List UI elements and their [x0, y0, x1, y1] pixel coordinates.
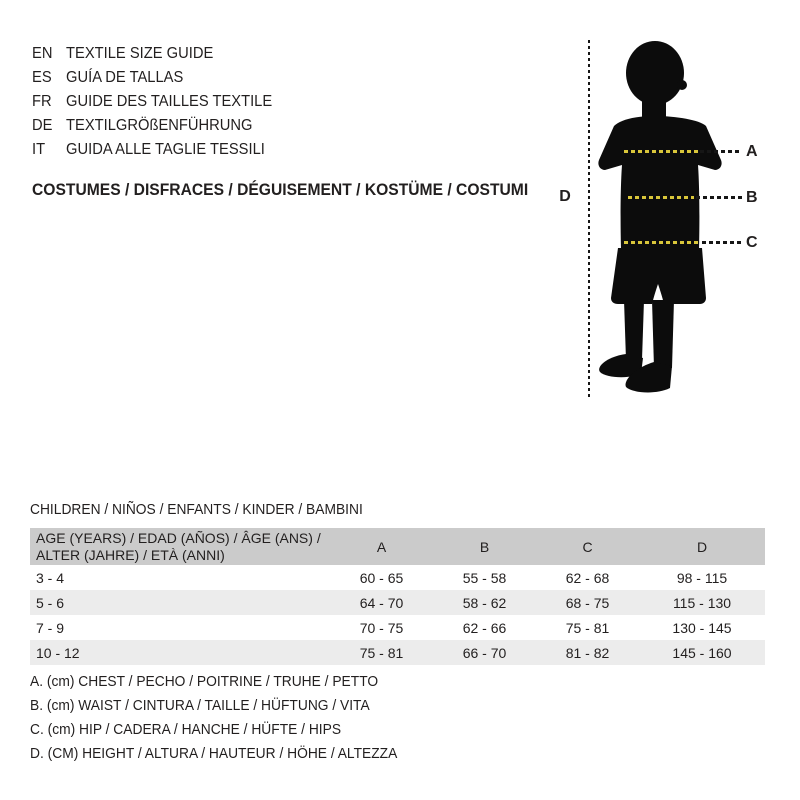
height-measure-label: D	[559, 188, 571, 205]
language-code: DE	[32, 117, 53, 134]
age-header-line2: ALTER (JAHRE) / ETÀ (ANNI)	[36, 546, 225, 563]
hip-cell: 75 - 81	[565, 619, 610, 636]
chest-cell: 64 - 70	[359, 594, 404, 611]
chest-measure-label: A	[746, 143, 758, 160]
height-cell: 130 - 145	[672, 619, 732, 636]
guide-title-fr: GUIDE DES TAILLES TEXTILE	[66, 93, 273, 110]
height-cell: 98 - 115	[676, 569, 728, 586]
size-table-title: CHILDREN / NIÑOS / ENFANTS / KINDER / BAMBINI	[30, 501, 363, 518]
guide-title-it: GUIDA ALLE TAGLIE TESSILI	[66, 141, 265, 158]
legend-waist: B. (cm) WAIST / CINTURA / TAILLE / HÜFTUNG / VITA	[30, 696, 370, 714]
hip-measure-label: C	[746, 234, 758, 251]
chest-cell: 75 - 81	[359, 644, 404, 661]
age-cell: 3 - 4	[36, 569, 65, 586]
language-row-de	[32, 114, 272, 138]
legend-chest: A. (cm) CHEST / PECHO / POITRINE / TRUHE / PETTO	[30, 672, 379, 690]
waist-dash-line-black	[696, 196, 742, 199]
table-header-row	[30, 528, 765, 565]
language-row-en	[32, 42, 272, 66]
language-code: ES	[32, 69, 52, 86]
waist-measure-label: B	[746, 189, 758, 206]
guide-title-es: GUÍA DE TALLAS	[66, 69, 184, 86]
language-code: IT	[32, 141, 46, 158]
age-column-header	[30, 528, 330, 565]
age-cell: 7 - 9	[36, 619, 65, 636]
language-code: FR	[32, 93, 52, 110]
column-header-d: D	[696, 538, 708, 555]
age-header-line1: AGE (YEARS) / EDAD (AÑOS) / ÂGE (ANS) /	[36, 529, 321, 546]
table-row	[30, 565, 765, 590]
chest-dash-line-black	[700, 150, 742, 153]
table-row	[30, 615, 765, 640]
column-header-a: A	[376, 538, 387, 555]
waist-cell: 58 - 62	[462, 594, 507, 611]
category-title: COSTUMES / DISFRACES / DÉGUISEMENT / KOSTÜME / COSTUMI	[32, 180, 529, 199]
table-row	[30, 640, 765, 665]
waist-dash-line-yellow	[628, 196, 694, 199]
age-cell: 5 - 6	[36, 594, 65, 611]
waist-cell: 66 - 70	[462, 644, 507, 661]
waist-cell: 55 - 58	[462, 569, 507, 586]
guide-title-en: TEXTILE SIZE GUIDE	[66, 45, 214, 62]
chest-cell: 70 - 75	[359, 619, 404, 636]
age-cell: 10 - 12	[36, 644, 80, 661]
hip-dash-line-yellow	[624, 241, 700, 244]
children-size-table	[30, 528, 765, 665]
waist-cell: 62 - 66	[462, 619, 507, 636]
height-cell: 145 - 160	[672, 644, 732, 661]
child-silhouette-image	[596, 38, 728, 398]
language-row-fr	[32, 90, 272, 114]
table-row	[30, 590, 765, 615]
legend-hip: C. (cm) HIP / CADERA / HANCHE / HÜFTE / HIPS	[30, 720, 342, 738]
guide-title-de: TEXTILGRÖßENFÜHRUNG	[66, 117, 253, 134]
hip-cell: 62 - 68	[565, 569, 610, 586]
hip-cell: 81 - 82	[565, 644, 610, 661]
height-dotted-line	[588, 40, 590, 398]
legend-height: D. (CM) HEIGHT / ALTURA / HAUTEUR / HÖHE / ALTEZZA	[30, 744, 398, 762]
hip-dash-line-black	[702, 241, 742, 244]
height-cell: 115 - 130	[672, 594, 732, 611]
column-header-c: C	[582, 538, 593, 555]
chest-cell: 60 - 65	[359, 569, 404, 586]
measurement-legend	[30, 669, 429, 765]
hip-cell: 68 - 75	[565, 594, 610, 611]
chest-dash-line-yellow	[624, 150, 698, 153]
language-row-it	[32, 138, 272, 162]
column-header-b: B	[479, 538, 490, 555]
language-list	[32, 42, 293, 162]
language-row-es	[32, 66, 272, 90]
language-code: EN	[32, 45, 53, 62]
